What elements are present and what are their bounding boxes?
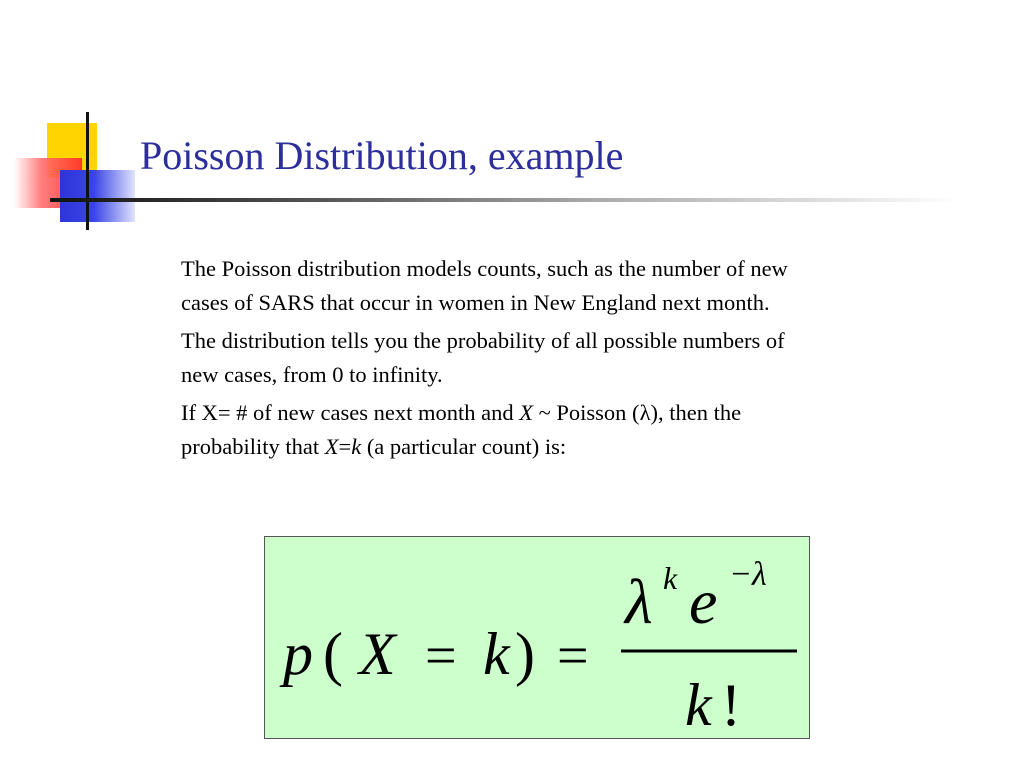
text-fragment: probability that xyxy=(181,434,325,459)
paragraph-distribution-probability xyxy=(181,324,961,392)
formula-equals-2: = xyxy=(557,625,589,687)
title-underline-rule xyxy=(50,198,960,202)
formula-right-paren: ) xyxy=(515,621,535,687)
formula-equals-1: = xyxy=(425,625,457,687)
formula-box xyxy=(264,536,810,739)
formula-k-denominator: k xyxy=(685,672,712,738)
formula-left-paren: ( xyxy=(323,621,343,687)
paragraph-poisson-models xyxy=(181,252,961,320)
slide-title: Poisson Distribution, example xyxy=(140,133,624,178)
text-line: The distribution tells you the probability of all possible numbers of xyxy=(181,328,785,353)
formula-minus-lambda-exponent: −λ xyxy=(729,556,767,593)
formula-k-exponent: k xyxy=(663,560,678,596)
text-line: cases of SARS that occur in women in New England next month. xyxy=(181,290,770,315)
variable-x: X xyxy=(519,400,533,425)
formula-k: k xyxy=(483,621,510,687)
formula-lambda: λ xyxy=(625,566,653,637)
text-fragment: ), then the xyxy=(650,400,742,425)
formula-x: X xyxy=(359,621,396,687)
text-fragment: ~ Poisson ( xyxy=(532,400,640,425)
text-line: The Poisson distribution models counts, such as the number of new xyxy=(181,256,788,281)
text-fragment: (a particular count) is: xyxy=(361,434,567,459)
formula-e: e xyxy=(689,566,718,637)
variable-k: k xyxy=(351,434,362,459)
variable-x: X xyxy=(324,434,339,459)
formula-factorial: ! xyxy=(721,672,741,738)
equals-sign: = xyxy=(338,434,352,459)
decorative-blue-square xyxy=(60,170,135,222)
decorative-vertical-line xyxy=(86,112,89,230)
text-fragment: If X= # of new cases next month and xyxy=(181,400,520,425)
formula-p: p xyxy=(283,621,313,687)
slide-body xyxy=(181,252,961,468)
paragraph-definition xyxy=(181,396,961,464)
poisson-formula xyxy=(265,537,811,740)
text-line: new cases, from 0 to infinity. xyxy=(181,362,443,387)
symbol-lambda: λ xyxy=(639,400,651,425)
